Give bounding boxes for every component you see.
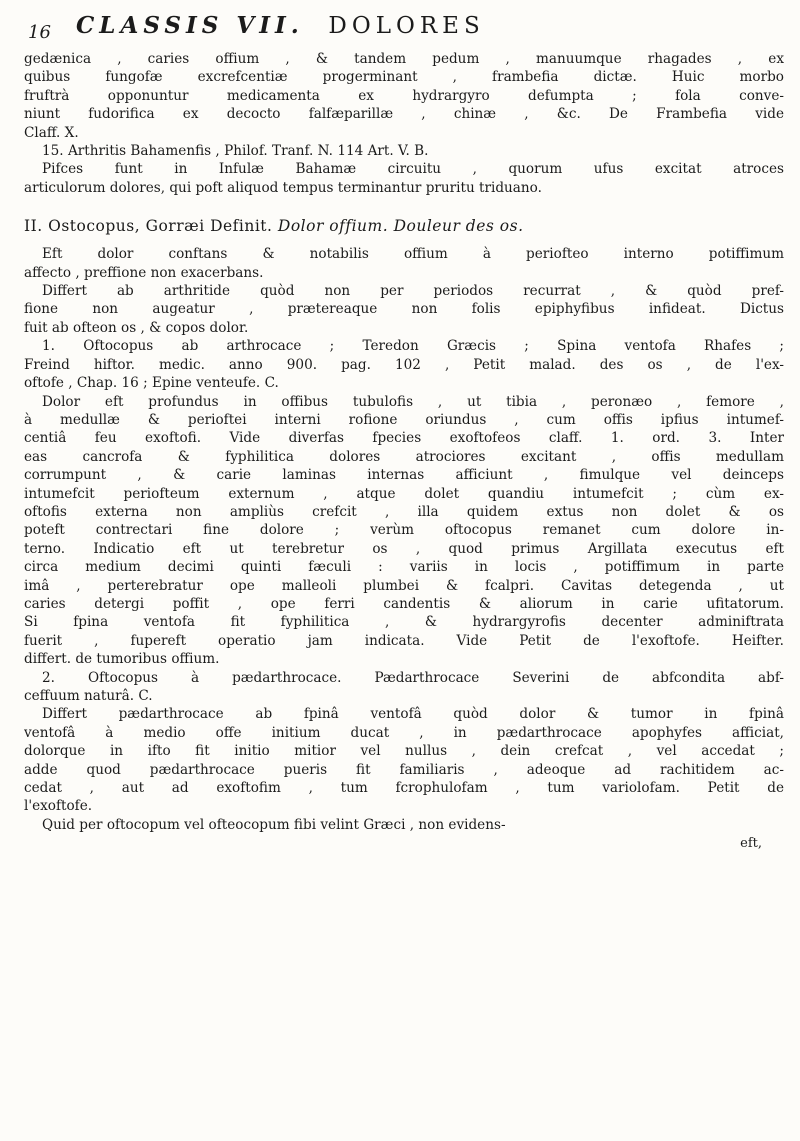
text-line: differt. de tumoribus offium. — [24, 651, 220, 668]
spacer — [24, 197, 784, 211]
running-header — [24, 8, 784, 48]
text-line: articulorum dolores, qui poft aliquod tempus terminantur pruritu triduano. — [24, 179, 542, 196]
page-number: 16 — [28, 22, 51, 43]
text-line: fione non augeatur , prætereaque non folis epiphyfibus infideat. Dictus — [24, 301, 784, 318]
section-author: , Gorræi Definit. — [134, 217, 273, 236]
text-line: Si fpina ventofa fit fyphilitica , & hydrargyrofis decenter adminiftrata — [24, 614, 784, 631]
section-latin-name: Dolor offium. — [277, 217, 389, 236]
text-line: 15. Arthritis Bahamenfis , Philof. Tranf. N. 114 Art. V. B. — [42, 143, 429, 160]
running-title-class: CLASSIS VII. — [76, 12, 304, 39]
text-line: Differt ab arthritide quòd non per periodos recurrat , & quòd pref- — [42, 283, 784, 300]
running-title-topic: DOLORES — [328, 13, 485, 39]
text-line: fuerit , fupereft operatio jam indicata. Vide Petit de l'exoftofe. Heifter. — [24, 632, 784, 649]
text-line: ventofâ à medio offe initium ducat , in pædarthrocace apophyfes afficiat, — [24, 724, 784, 741]
text-line: imâ , perterebratur ope malleoli plumbei & fcalpri. Cavitas detegenda , ut — [24, 577, 784, 594]
definition-paragraph — [24, 245, 784, 337]
text-line: Eft dolor conftans & notabilis offium à periofteo interno potiffimum — [42, 246, 784, 263]
text-line: intumefcit periofteum externum , atque dolet quandiu intumefcit ; cùm ex- — [24, 485, 784, 502]
text-line: terno. Indicatio eft ut terebretur os , quod primus Argillata executus eft — [24, 540, 784, 557]
text-line: oftofis externa non ampliùs crefcit , illa quidem extus non dolet & os — [24, 503, 784, 520]
text-line: niunt fudorifica ex decocto falfæparillæ , chinæ , &c. De Frambefia vide — [24, 106, 784, 123]
text-line: Freind hiftor. medic. anno 900. pag. 102 , Petit malad. des os , de l'ex- — [24, 356, 784, 373]
text-line: centiâ feu exoftofi. Vide diverfas fpecies exoftofeos claff. 1. ord. 3. Inter — [24, 430, 784, 447]
text-line: eas cancrofa & fyphilitica dolores atrociores excitant , offis medullam — [24, 448, 784, 465]
text-line: 1. Oftocopus ab arthrocace ; Teredon Græcis ; Spina ventofa Rhafes ; — [42, 338, 784, 355]
page — [24, 8, 784, 851]
text-line: 2. Oftocopus à pædarthrocace. Pædarthrocace Severini de abfcondita abf- — [42, 669, 784, 686]
text-line: Dolor eft profundus in offibus tubulofis , ut tibia , peronæo , femore , — [42, 393, 784, 410]
section-numeral: II. — [24, 217, 43, 236]
text-line: Differt pædarthrocace ab fpinâ ventofâ quòd dolor & tumor in fpinâ — [42, 706, 784, 723]
text-line: circa medium decimi quinti fæculi : variis in locis , potiffimum in parte — [24, 559, 784, 576]
text-line: l'exoftofe. — [24, 798, 93, 815]
text-line: cedat , aut ad exoftofim , tum fcrophulofam , tum variolofam. Petit de — [24, 780, 784, 797]
text-line: fuit ab ofteon os , & copos dolor. — [24, 319, 249, 336]
continued-paragraph — [24, 50, 784, 142]
text-line: ceffuum naturâ. C. — [24, 688, 153, 704]
text-line: dolorque in ifto fit initio mitior vel nullus , dein crefcat , vel accedat ; — [24, 743, 784, 760]
running-title — [76, 12, 485, 39]
text-line: corrumpunt , & carie laminas internas afficiunt , fimulque vel deinceps — [24, 467, 784, 484]
species-item-1 — [24, 337, 784, 668]
text-line: affecto , preffione non exacerbans. — [24, 264, 264, 281]
text-line: adde quod pædarthrocace pueris fit familiaris , adeoque ad rachitidem ac- — [24, 761, 784, 778]
text-line: Claff. X. — [24, 124, 79, 141]
text-line: Pifces funt in Infulæ Bahamæ circuitu , quorum ufus excitat atroces — [42, 161, 784, 178]
text-line: poteft contrectari fine dolore ; verùm oftocopus remanet cum dolore in- — [24, 522, 784, 539]
section-heading — [24, 215, 784, 237]
text-line: quibus fungofæ excrefcentiæ progerminant , frambefia dictæ. Huic morbo — [24, 69, 784, 86]
text-line: gedænica , caries offium , & tandem pedum , manuumque rhagades , ex — [24, 51, 784, 67]
species-item-15 — [24, 142, 784, 197]
text-line: oftofe , Chap. 16 ; Epine venteufe. C. — [24, 375, 279, 392]
text-line: caries detergi poffit , ope ferri candentis & aliorum in carie ufitatorum. — [24, 595, 784, 612]
section-french-name: Douleur des os. — [393, 217, 524, 236]
species-item-2 — [24, 669, 784, 835]
section-genus: Ostocopus — [48, 217, 135, 236]
catchword: eft, — [740, 836, 762, 852]
text-line: fruftrà opponuntur medicamenta ex hydrargyro defumpta ; fola conve- — [24, 87, 784, 104]
text-line: à medullæ & perioftei interni rofione oriundus , cum offis ipfius intumef- — [24, 411, 784, 428]
text-line: Quid per oftocopum vel ofteocopum fibi velint Græci , non evidens- — [42, 816, 506, 833]
